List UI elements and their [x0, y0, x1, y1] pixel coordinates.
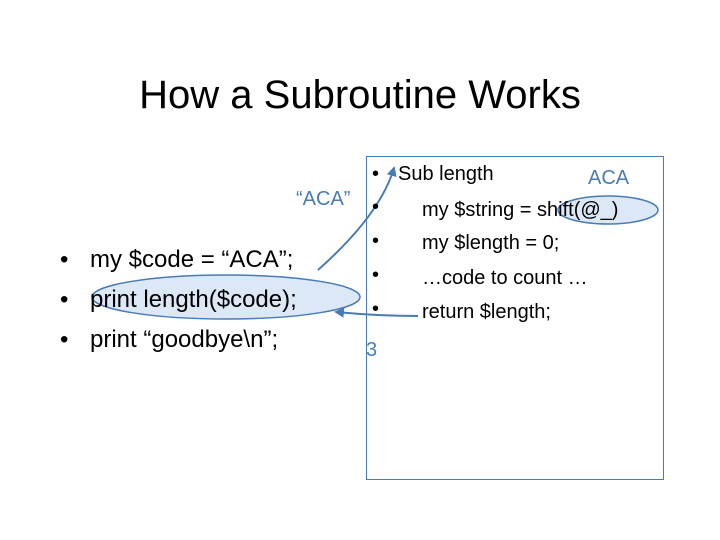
- subroutine-line: my $length = 0;: [422, 232, 560, 254]
- subroutine-line: Sub length: [398, 163, 494, 185]
- code-line: [60, 280, 297, 320]
- bullet-dot: •: [372, 264, 380, 286]
- argument-passed-label: “ACA”: [296, 188, 351, 210]
- main-code-list: [60, 240, 297, 360]
- code-line-text: print “goodbye\n”;: [90, 326, 279, 353]
- subroutine-line: my $string = shift(@_): [422, 199, 619, 221]
- bullet-dot: •: [60, 246, 69, 273]
- code-line: [60, 240, 297, 280]
- code-line-text: print length($code);: [90, 286, 297, 313]
- code-line-text: my $code = “ACA”;: [90, 246, 294, 273]
- slide-title: How a Subroutine Works: [139, 73, 581, 117]
- bullet-dot: •: [60, 326, 69, 353]
- subroutine-line: …code to count …: [422, 267, 588, 289]
- code-line: [60, 320, 297, 360]
- argument-received-label: ACA: [588, 167, 630, 189]
- bullet-dot: •: [60, 286, 69, 313]
- bullet-dot: •: [372, 163, 380, 185]
- return-value-label: 3: [366, 339, 378, 361]
- subroutine-line: return $length;: [422, 301, 551, 323]
- bullet-dot: •: [372, 298, 380, 320]
- bullet-dot: •: [372, 230, 380, 252]
- bullet-dot: •: [372, 196, 380, 218]
